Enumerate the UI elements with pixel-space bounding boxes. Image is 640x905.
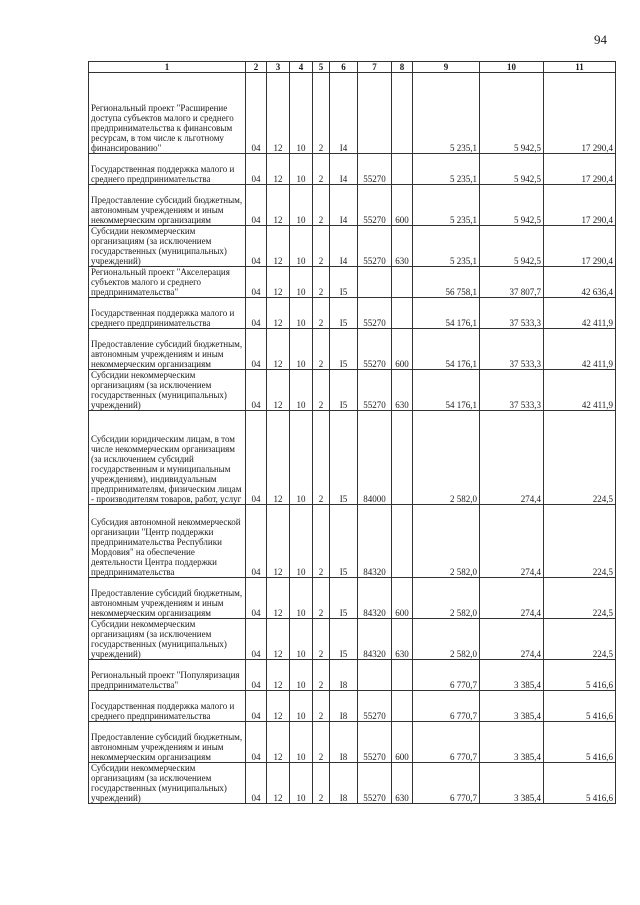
table-row (89, 619, 616, 660)
code-6: I5 (330, 370, 358, 411)
row-name: Предоставление субсидий бюджетным, автономным учреждениям и иным некоммерческим организациям (89, 185, 246, 226)
amount-col-10: 37 533,3 (480, 329, 544, 370)
amount-col-11: 224,5 (544, 619, 616, 660)
table-row (89, 660, 616, 691)
target-code: 55270 (358, 154, 392, 185)
code-6: I5 (330, 267, 358, 298)
code-3: 12 (267, 267, 290, 298)
amount-col-9: 5 235,1 (413, 226, 480, 267)
amount-col-10: 274,4 (480, 505, 544, 578)
row-name: Субсидии некоммерческим организациям (за исключением государственных (муниципальных) учреждений) (89, 370, 246, 411)
column-header: 10 (480, 62, 544, 73)
code-4: 10 (290, 329, 313, 370)
code-2: 04 (246, 722, 267, 763)
table-row (89, 691, 616, 722)
column-header: 6 (330, 62, 358, 73)
target-code (358, 660, 392, 691)
table-row (89, 763, 616, 804)
amount-col-9: 6 770,7 (413, 763, 480, 804)
expense-type: 600 (392, 185, 413, 226)
target-code: 55270 (358, 763, 392, 804)
table-row (89, 298, 616, 329)
row-name: Государственная поддержка малого и среднего предпринимательства (89, 691, 246, 722)
amount-col-10: 274,4 (480, 578, 544, 619)
row-name: Субсидии некоммерческим организациям (за исключением государственных (муниципальных) учреждений) (89, 619, 246, 660)
expense-type: 600 (392, 329, 413, 370)
code-2: 04 (246, 298, 267, 329)
code-3: 12 (267, 505, 290, 578)
amount-col-10: 5 942,5 (480, 185, 544, 226)
expense-type (392, 505, 413, 578)
code-3: 12 (267, 578, 290, 619)
column-header: 1 (89, 62, 246, 73)
amount-col-10: 5 942,5 (480, 154, 544, 185)
expense-type (392, 154, 413, 185)
code-2: 04 (246, 505, 267, 578)
amount-col-10: 274,4 (480, 411, 544, 505)
row-name: Субсидии некоммерческим организациям (за исключением государственных (муниципальных) учреждений) (89, 763, 246, 804)
code-6: I5 (330, 298, 358, 329)
amount-col-11: 224,5 (544, 578, 616, 619)
code-5: 2 (313, 370, 330, 411)
amount-col-11: 42 411,9 (544, 329, 616, 370)
table-row (89, 73, 616, 154)
code-4: 10 (290, 691, 313, 722)
expense-type: 600 (392, 722, 413, 763)
target-code: 84320 (358, 619, 392, 660)
target-code (358, 73, 392, 154)
amount-col-11: 17 290,4 (544, 154, 616, 185)
table-header-row (89, 62, 616, 73)
code-5: 2 (313, 226, 330, 267)
expense-type: 630 (392, 370, 413, 411)
amount-col-11: 224,5 (544, 505, 616, 578)
target-code: 84000 (358, 411, 392, 505)
expense-type: 600 (392, 578, 413, 619)
table-row (89, 267, 616, 298)
amount-col-11: 5 416,6 (544, 763, 616, 804)
code-4: 10 (290, 505, 313, 578)
amount-col-10: 3 385,4 (480, 763, 544, 804)
budget-table (88, 61, 616, 804)
row-name: Субсидии юридическим лицам, в том числе некоммерческим организациям (за исключением субсидий государственным и муниципальным учреждениям), индивидуальным предпринимателям, физическим лицам - производителям товаров, работ, услуг (89, 411, 246, 505)
code-6: I4 (330, 73, 358, 154)
table-row (89, 370, 616, 411)
code-3: 12 (267, 619, 290, 660)
amount-col-9: 5 235,1 (413, 73, 480, 154)
code-6: I5 (330, 411, 358, 505)
code-6: I8 (330, 691, 358, 722)
amount-col-9: 54 176,1 (413, 370, 480, 411)
code-4: 10 (290, 185, 313, 226)
code-3: 12 (267, 298, 290, 329)
row-name: Государственная поддержка малого и среднего предпринимательства (89, 298, 246, 329)
code-3: 12 (267, 73, 290, 154)
table-row (89, 722, 616, 763)
target-code: 84320 (358, 578, 392, 619)
code-5: 2 (313, 329, 330, 370)
amount-col-9: 6 770,7 (413, 660, 480, 691)
amount-col-9: 5 235,1 (413, 154, 480, 185)
target-code: 55270 (358, 226, 392, 267)
code-2: 04 (246, 73, 267, 154)
target-code: 55270 (358, 691, 392, 722)
code-2: 04 (246, 411, 267, 505)
code-3: 12 (267, 660, 290, 691)
code-4: 10 (290, 660, 313, 691)
row-name: Предоставление субсидий бюджетным, автономным учреждениям и иным некоммерческим организациям (89, 578, 246, 619)
row-name: Региональный проект "Расширение доступа субъектов малого и среднего предпринимательства к финансовым ресурсам, в том числе к льготному финансированию" (89, 73, 246, 154)
code-2: 04 (246, 370, 267, 411)
column-header: 11 (544, 62, 616, 73)
code-2: 04 (246, 267, 267, 298)
code-5: 2 (313, 73, 330, 154)
amount-col-11: 5 416,6 (544, 722, 616, 763)
code-6: I8 (330, 763, 358, 804)
table-row (89, 411, 616, 505)
code-3: 12 (267, 763, 290, 804)
code-4: 10 (290, 226, 313, 267)
code-5: 2 (313, 411, 330, 505)
code-4: 10 (290, 578, 313, 619)
row-name: Региональный проект "Популяризация предпринимательства" (89, 660, 246, 691)
code-4: 10 (290, 619, 313, 660)
code-5: 2 (313, 578, 330, 619)
expense-type (392, 660, 413, 691)
target-code: 55270 (358, 722, 392, 763)
code-3: 12 (267, 411, 290, 505)
code-4: 10 (290, 267, 313, 298)
row-name: Субсидии некоммерческим организациям (за исключением государственных (муниципальных) учреждений) (89, 226, 246, 267)
table-row (89, 505, 616, 578)
row-name: Региональный проект "Акселерация субъектов малого и среднего предпринимательства" (89, 267, 246, 298)
expense-type: 630 (392, 763, 413, 804)
amount-col-9: 2 582,0 (413, 505, 480, 578)
amount-col-10: 3 385,4 (480, 722, 544, 763)
target-code: 55270 (358, 298, 392, 329)
code-6: I5 (330, 505, 358, 578)
code-6: I5 (330, 619, 358, 660)
code-2: 04 (246, 660, 267, 691)
amount-col-9: 2 582,0 (413, 578, 480, 619)
code-5: 2 (313, 763, 330, 804)
code-4: 10 (290, 73, 313, 154)
column-header: 4 (290, 62, 313, 73)
code-2: 04 (246, 226, 267, 267)
amount-col-11: 5 416,6 (544, 660, 616, 691)
table-row (89, 185, 616, 226)
code-6: I8 (330, 660, 358, 691)
code-5: 2 (313, 660, 330, 691)
code-4: 10 (290, 722, 313, 763)
amount-col-11: 42 411,9 (544, 298, 616, 329)
code-3: 12 (267, 185, 290, 226)
code-6: I4 (330, 226, 358, 267)
code-3: 12 (267, 329, 290, 370)
amount-col-10: 5 942,5 (480, 226, 544, 267)
amount-col-11: 17 290,4 (544, 73, 616, 154)
code-2: 04 (246, 763, 267, 804)
column-header: 2 (246, 62, 267, 73)
amount-col-9: 2 582,0 (413, 619, 480, 660)
code-5: 2 (313, 267, 330, 298)
amount-col-10: 37 533,3 (480, 298, 544, 329)
amount-col-11: 42 411,9 (544, 370, 616, 411)
code-4: 10 (290, 154, 313, 185)
row-name: Субсидия автономной некоммерческой организации "Центр поддержки предпринимательства Республики Мордовия" на обеспечение деятельности Центра поддержки предпринимательства (89, 505, 246, 578)
code-4: 10 (290, 763, 313, 804)
table-row (89, 578, 616, 619)
column-header: 8 (392, 62, 413, 73)
code-2: 04 (246, 619, 267, 660)
amount-col-9: 54 176,1 (413, 298, 480, 329)
code-6: I8 (330, 722, 358, 763)
row-name: Государственная поддержка малого и среднего предпринимательства (89, 154, 246, 185)
code-4: 10 (290, 370, 313, 411)
code-3: 12 (267, 722, 290, 763)
target-code: 55270 (358, 329, 392, 370)
target-code (358, 267, 392, 298)
code-4: 10 (290, 411, 313, 505)
expense-type (392, 691, 413, 722)
expense-type: 630 (392, 619, 413, 660)
expense-type (392, 73, 413, 154)
code-3: 12 (267, 370, 290, 411)
code-6: I5 (330, 578, 358, 619)
column-header: 9 (413, 62, 480, 73)
code-5: 2 (313, 154, 330, 185)
column-header: 5 (313, 62, 330, 73)
code-2: 04 (246, 578, 267, 619)
amount-col-10: 3 385,4 (480, 660, 544, 691)
amount-col-10: 37 807,7 (480, 267, 544, 298)
page-number: 94 (594, 32, 607, 47)
amount-col-11: 224,5 (544, 411, 616, 505)
expense-type (392, 411, 413, 505)
code-3: 12 (267, 691, 290, 722)
code-5: 2 (313, 722, 330, 763)
column-header: 3 (267, 62, 290, 73)
code-3: 12 (267, 154, 290, 185)
code-5: 2 (313, 185, 330, 226)
target-code: 55270 (358, 370, 392, 411)
code-3: 12 (267, 226, 290, 267)
code-2: 04 (246, 329, 267, 370)
code-5: 2 (313, 619, 330, 660)
code-2: 04 (246, 154, 267, 185)
row-name: Предоставление субсидий бюджетным, автономным учреждениям и иным некоммерческим организациям (89, 329, 246, 370)
amount-col-10: 37 533,3 (480, 370, 544, 411)
amount-col-11: 17 290,4 (544, 226, 616, 267)
code-6: I4 (330, 185, 358, 226)
amount-col-11: 5 416,6 (544, 691, 616, 722)
code-5: 2 (313, 691, 330, 722)
table-row (89, 329, 616, 370)
code-2: 04 (246, 691, 267, 722)
amount-col-11: 42 636,4 (544, 267, 616, 298)
code-4: 10 (290, 298, 313, 329)
amount-col-9: 56 758,1 (413, 267, 480, 298)
amount-col-10: 5 942,5 (480, 73, 544, 154)
amount-col-10: 274,4 (480, 619, 544, 660)
amount-col-10: 3 385,4 (480, 691, 544, 722)
expense-type (392, 298, 413, 329)
amount-col-9: 5 235,1 (413, 185, 480, 226)
table-row (89, 226, 616, 267)
amount-col-9: 6 770,7 (413, 691, 480, 722)
row-name: Предоставление субсидий бюджетным, автономным учреждениям и иным некоммерческим организациям (89, 722, 246, 763)
target-code: 55270 (358, 185, 392, 226)
code-6: I5 (330, 329, 358, 370)
code-5: 2 (313, 298, 330, 329)
code-5: 2 (313, 505, 330, 578)
amount-col-11: 17 290,4 (544, 185, 616, 226)
amount-col-9: 54 176,1 (413, 329, 480, 370)
expense-type (392, 267, 413, 298)
expense-type: 630 (392, 226, 413, 267)
code-6: I4 (330, 154, 358, 185)
table-row (89, 154, 616, 185)
target-code: 84320 (358, 505, 392, 578)
amount-col-9: 6 770,7 (413, 722, 480, 763)
code-2: 04 (246, 185, 267, 226)
amount-col-9: 2 582,0 (413, 411, 480, 505)
column-header: 7 (358, 62, 392, 73)
